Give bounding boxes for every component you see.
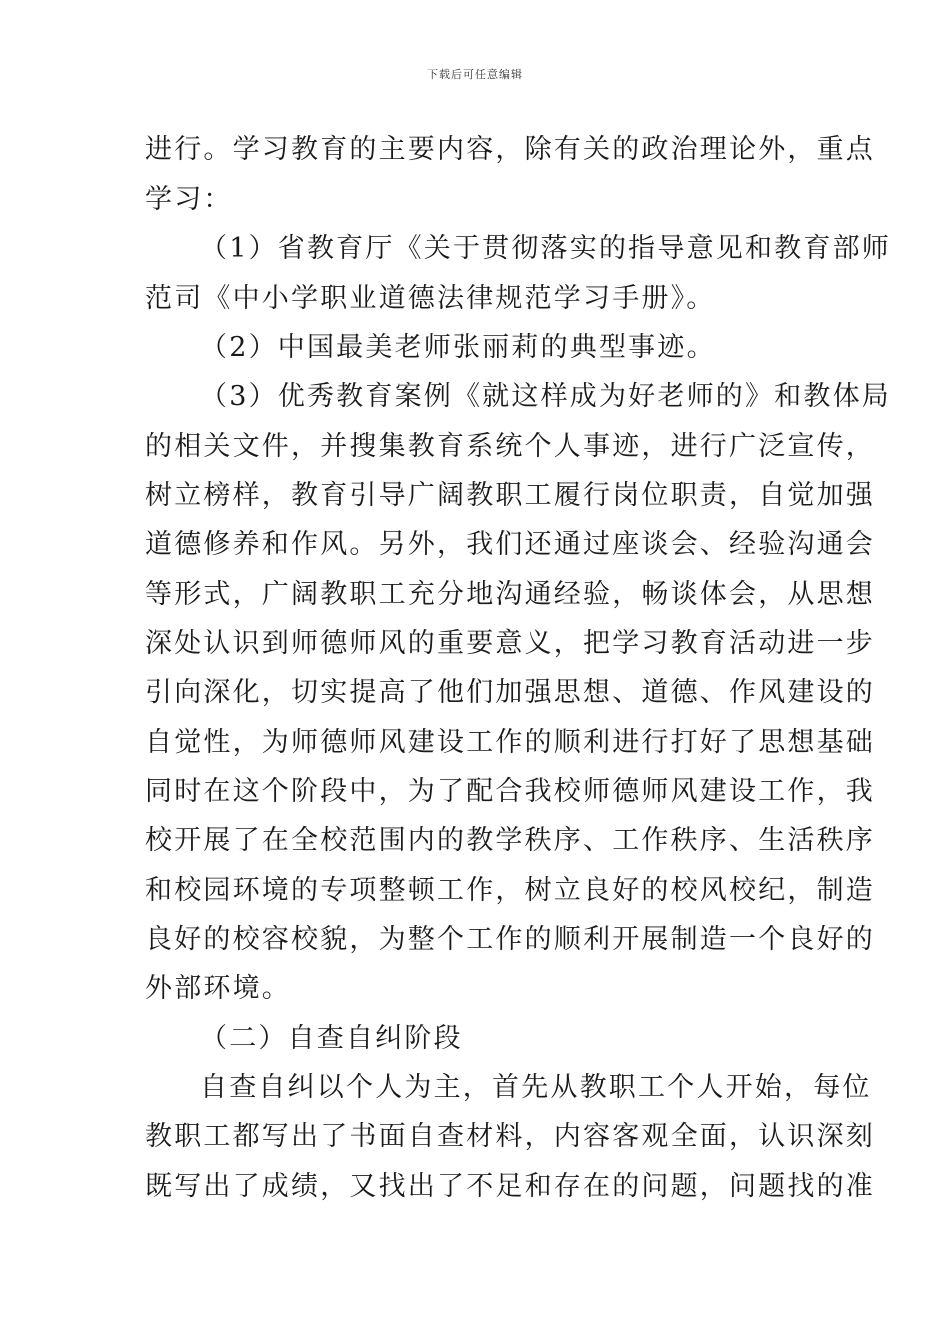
text-line: （1）省教育厅《关于贯彻落实的指导意见和教育部师 xyxy=(200,233,891,264)
text-line: 良好的校容校貌，为整个工作的顺利开展制造一个良好的 xyxy=(145,924,875,955)
text-line: 自觉性，为师德师风建设工作的顺利进行打好了思想基础 xyxy=(145,727,875,758)
text-line: 自查自纠以个人为主，首先从教职工个人开始，每位 xyxy=(200,1072,872,1103)
text-line: 外部环境。 xyxy=(145,973,291,1004)
text-line: 同时在这个阶段中，为了配合我校师德师风建设工作，我 xyxy=(145,776,875,807)
section-heading: （二）自查自纠阶段 xyxy=(200,1023,463,1054)
page-header: 下载后可任意编辑 xyxy=(427,68,523,81)
text-line: 进行。学习教育的主要内容，除有关的政治理论外，重点 xyxy=(145,134,875,165)
text-line: 深处认识到师德师风的重要意义，把学习教育活动进一步 xyxy=(145,628,875,659)
text-line: 校开展了在全校范围内的教学秩序、工作秩序、生活秩序 xyxy=(145,825,875,856)
text-line: 道德修养和作风。另外，我们还通过座谈会、经验沟通会 xyxy=(145,529,875,560)
text-line: （2）中国最美老师张丽莉的典型事迹。 xyxy=(200,332,716,363)
text-line: 的相关文件，并搜集教育系统个人事迹，进行广泛宣传， xyxy=(145,431,875,462)
text-line: 等形式，广阔教职工充分地沟通经验，畅谈体会，从思想 xyxy=(145,579,875,610)
text-line: 树立榜样，教育引导广阔教职工履行岗位职责，自觉加强 xyxy=(145,480,875,511)
text-line: 和校园环境的专项整顿工作，树立良好的校风校纪，制造 xyxy=(145,875,875,906)
text-line: 引向深化，切实提高了他们加强思想、道德、作风建设的 xyxy=(145,677,875,708)
text-line: 范司《中小学职业道德法律规范学习手册》。 xyxy=(145,283,716,314)
text-line: 教职工都写出了书面自查材料，内容客观全面，认识深刻 xyxy=(145,1121,875,1152)
text-line: 既写出了成绩，又找出了不足和存在的问题，问题找的准 xyxy=(145,1171,875,1202)
text-line: （3）优秀教育案例《就这样成为好老师的》和教体局 xyxy=(200,381,891,412)
text-line: 学习： xyxy=(145,184,233,215)
